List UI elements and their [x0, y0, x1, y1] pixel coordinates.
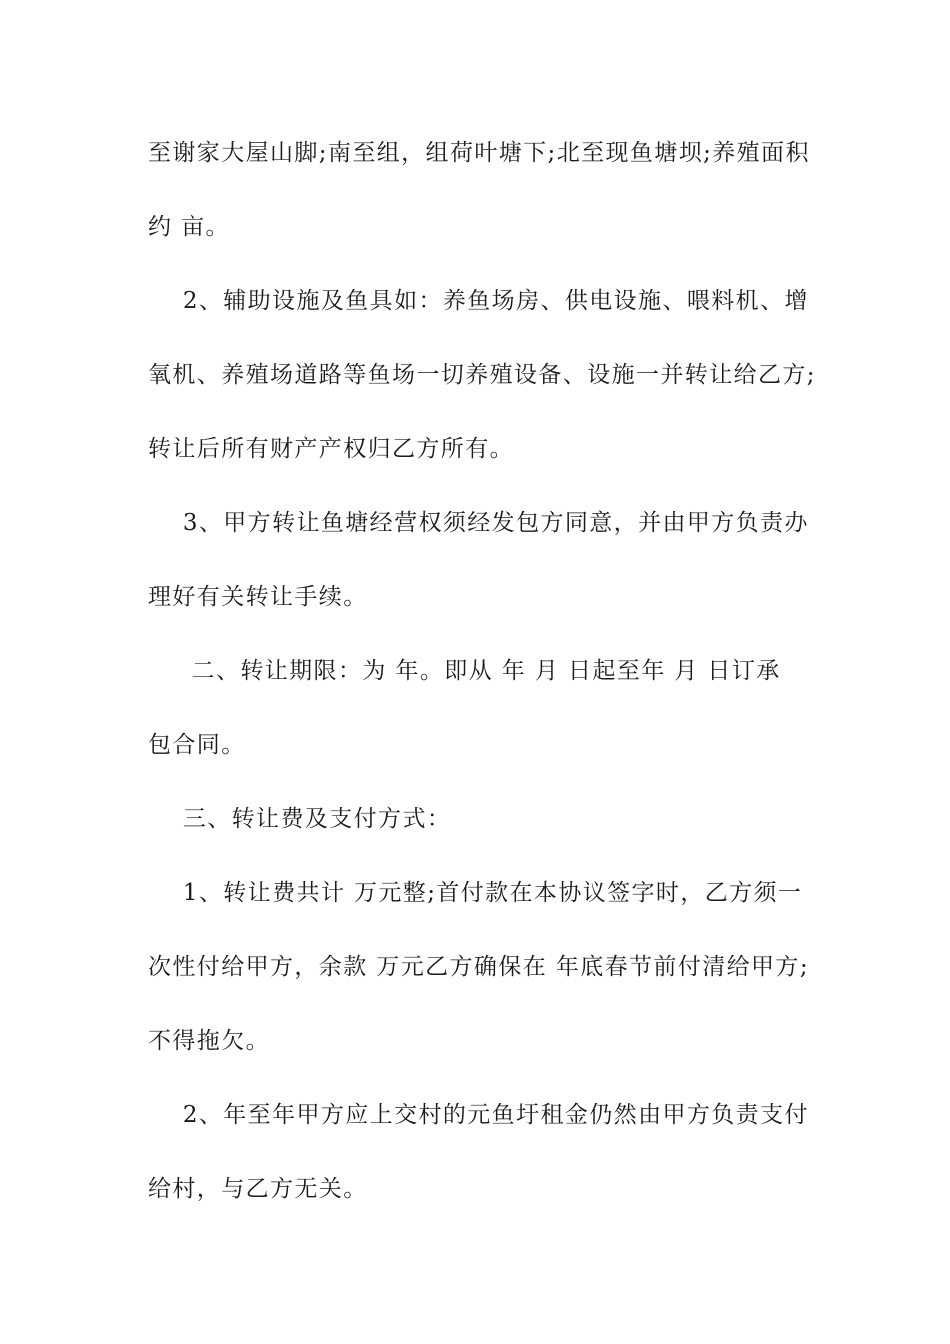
text-line-6: 3、甲方转让鱼塘经营权须经发包方同意，并由甲方负责办: [148, 510, 809, 536]
text-line-4: 氧机、养殖场道路等鱼场一切养殖设备、设施一并转让给乙方;: [148, 362, 816, 388]
text-line-2: 约 亩。: [148, 214, 230, 240]
text-line-1: 至谢家大屋山脚;南至组，组荷叶塘下;北至现鱼塘坝;养殖面积: [148, 140, 810, 166]
text-line-5: 转让后所有财产产权归乙方所有。: [148, 436, 514, 462]
text-line-13: 不得拖欠。: [148, 1028, 270, 1054]
text-line-15: 给村，与乙方无关。: [148, 1176, 368, 1202]
text-line-3: 2、辅助设施及鱼具如：养鱼场房、供电设施、喂料机、增: [148, 288, 809, 314]
text-line-10: 三、转让费及支付方式：: [148, 806, 452, 832]
text-line-12: 次性付给甲方，余款 万元乙方确保在 年底春节前付清给甲方;: [148, 954, 809, 980]
text-line-9: 包合同。: [148, 732, 246, 758]
text-line-14: 2、年至年甲方应上交村的元鱼圩租金仍然由甲方负责支付: [148, 1102, 809, 1128]
text-line-8: 二、转让期限：为 年。即从 年 月 日起至年 月 日订承: [148, 658, 781, 684]
text-line-11: 1、转让费共计 万元整;首付款在本协议签字时，乙方须一: [148, 880, 803, 906]
text-line-7: 理好有关转让手续。: [148, 584, 368, 610]
